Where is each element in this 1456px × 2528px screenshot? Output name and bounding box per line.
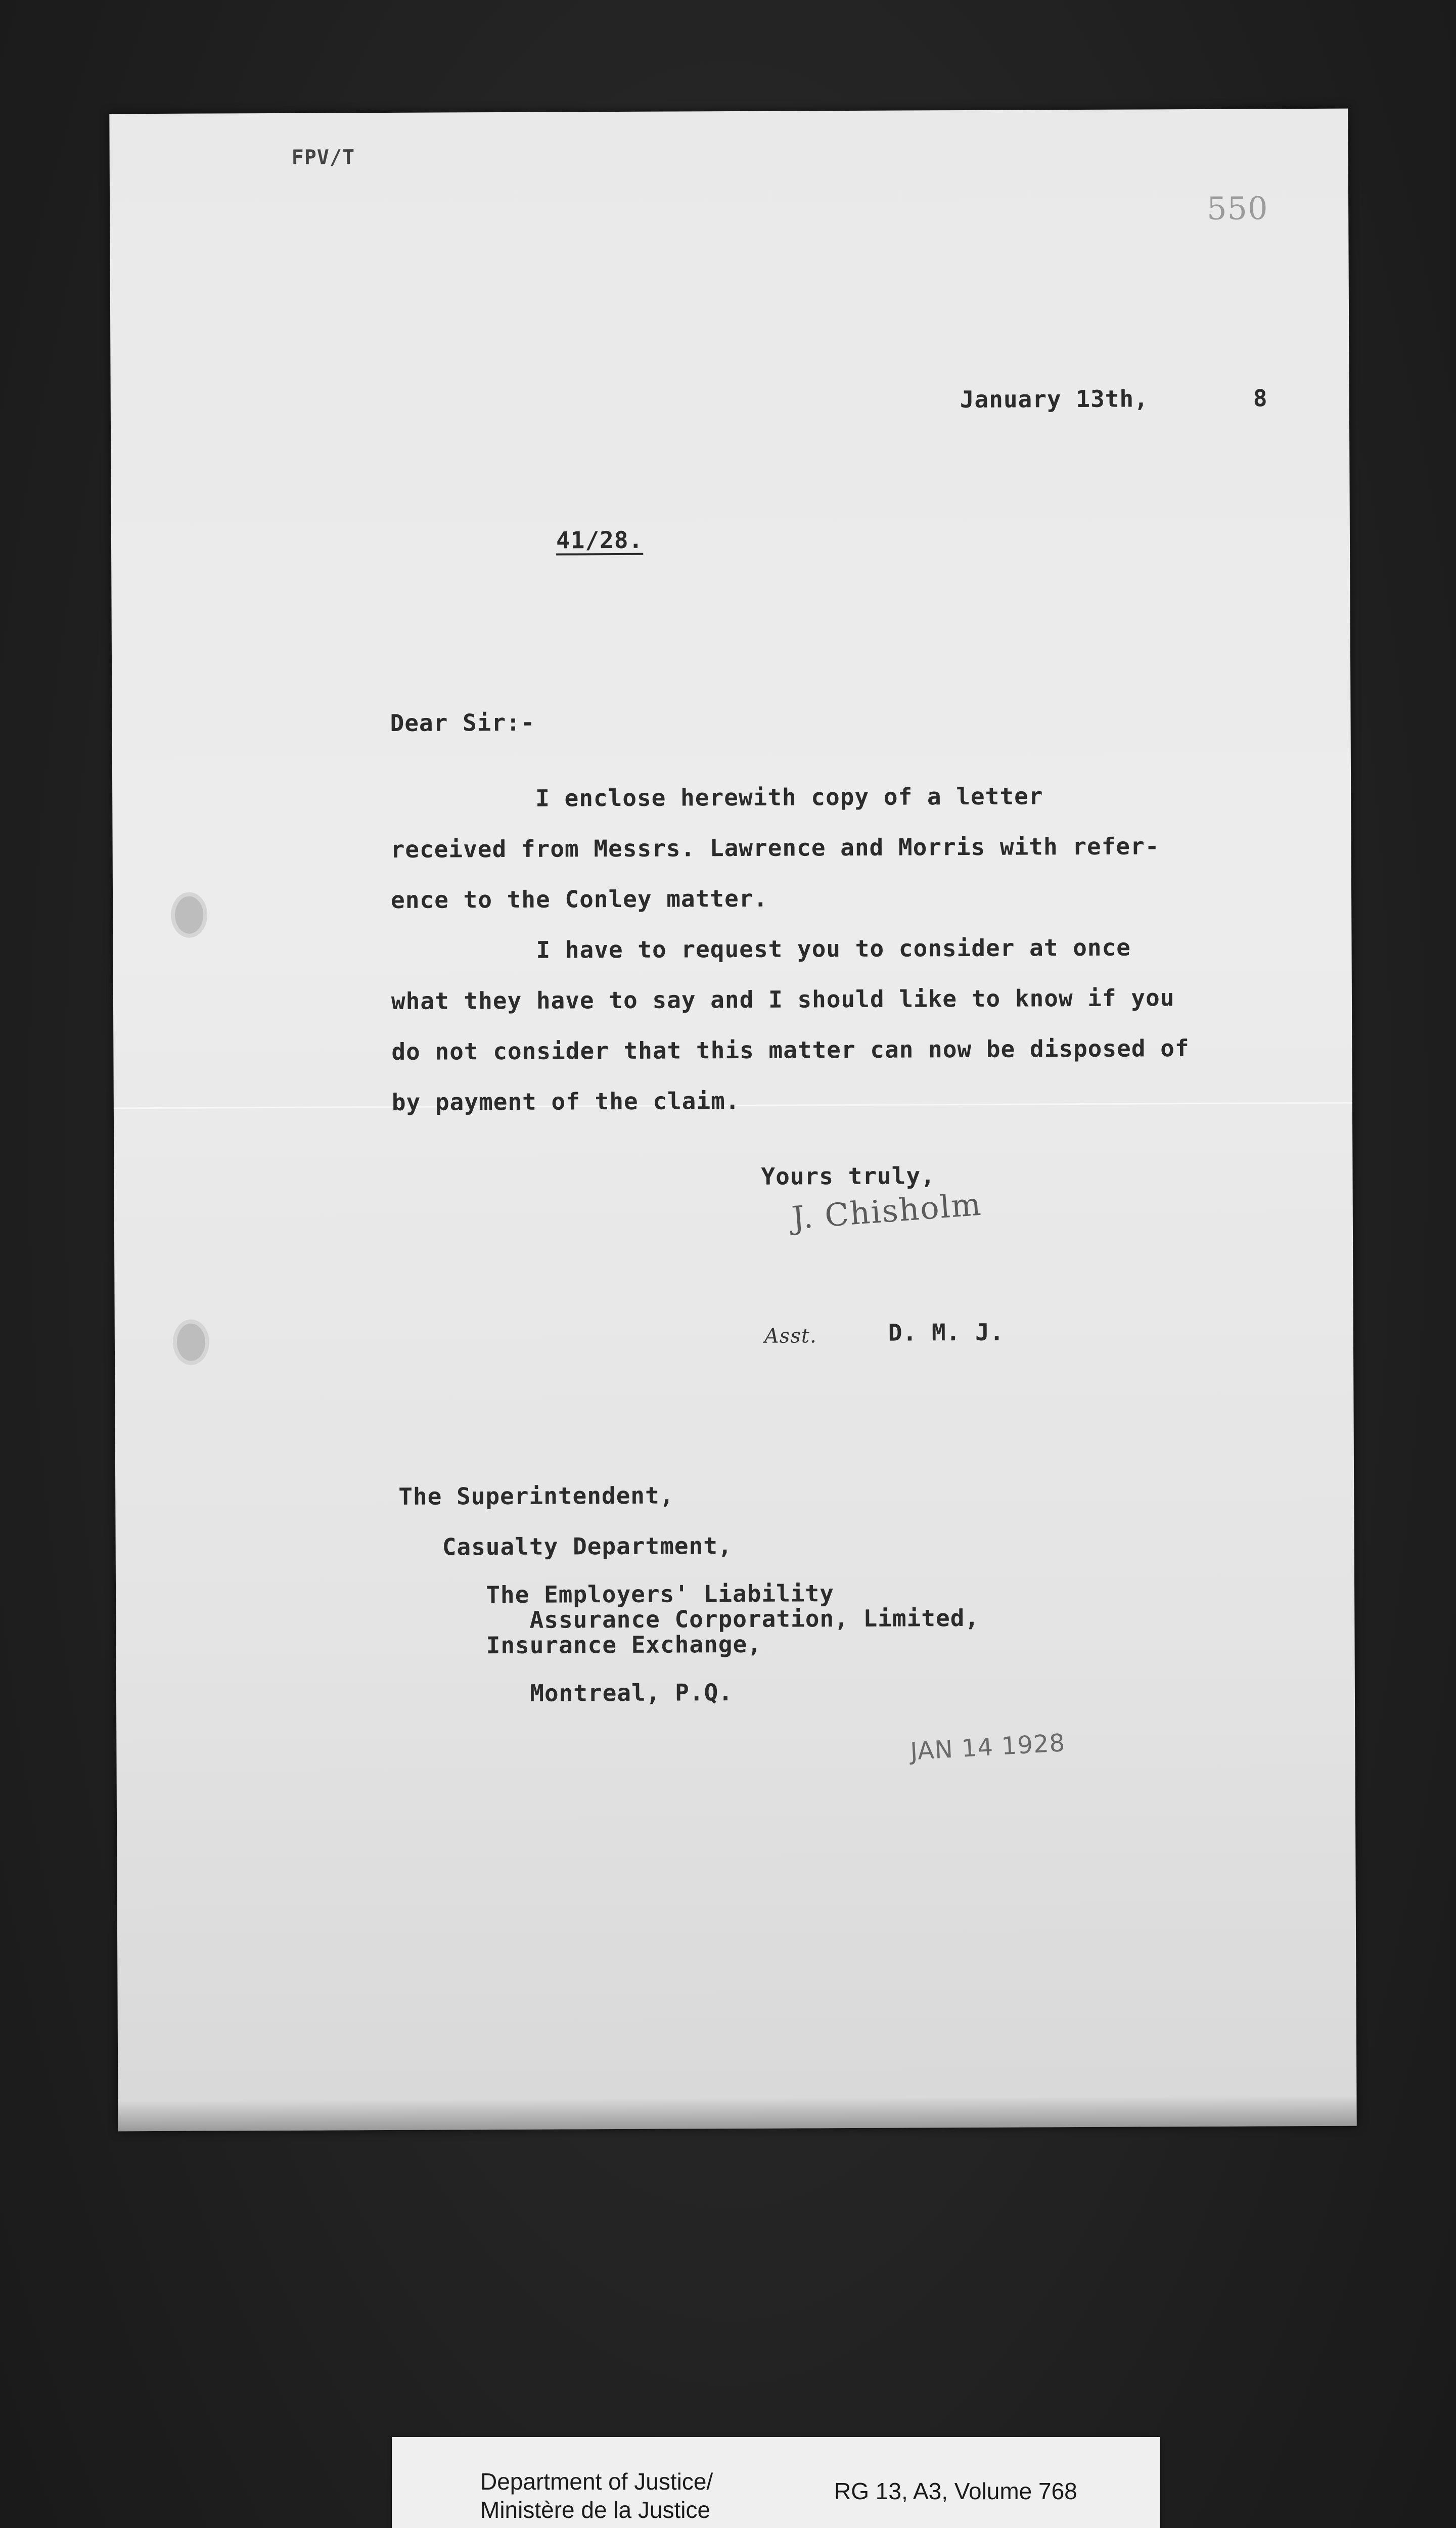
department-name [480,2467,713,2524]
department-line-french: Ministère de la Justice [480,2497,711,2523]
body-line: I enclose herewith copy of a letter [390,782,1043,812]
date-figure: 8 [1253,384,1268,412]
address-line: Insurance Exchange, [399,1630,762,1659]
body-line: received from Messrs. Lawrence and Morris with refer- [390,832,1160,863]
letter-page [109,109,1356,2132]
record-group: RG 13, A3, Volume 768 [834,2478,1077,2504]
signature-stamp: J. Chisholm [790,1185,983,1237]
address-line: Assurance Corporation, Limited, [399,1604,980,1634]
body-line: ence to the Conley matter. [390,884,768,914]
punch-hole-bottom [173,1320,209,1365]
page-shadow [118,2096,1356,2132]
signature-initials: Asst. [764,1324,817,1348]
body-line: I have to request you to consider at once [391,933,1131,964]
archive-reference-label [392,2437,1160,2528]
body-line: do not consider that this matter can now be disposed of [391,1034,1190,1065]
reference-code: FPV/T [291,146,355,169]
address-line: Montreal, P.Q. [399,1679,734,1707]
address-line: Casualty Department, [398,1532,733,1561]
page-number: 550 [1206,190,1268,227]
received-date-stamp: JAN 14 1928 [909,1729,1066,1766]
department-line-english: Department of Justice/ [480,2468,713,2495]
body-line: what they have to say and I should like to know if you [391,984,1175,1015]
salutation: Dear Sir:- [390,708,535,737]
body-line: by payment of the claim. [391,1087,740,1116]
address-line: The Superintendent, [398,1481,674,1510]
address-line: The Employers' Liability [398,1579,835,1609]
letter-date: January 13th, [960,385,1149,414]
punch-hole-top [171,892,207,938]
file-number: 41/28. [556,526,644,554]
closing: Yours truly, [761,1162,935,1190]
signature-title: D. M. J. [888,1318,1005,1346]
